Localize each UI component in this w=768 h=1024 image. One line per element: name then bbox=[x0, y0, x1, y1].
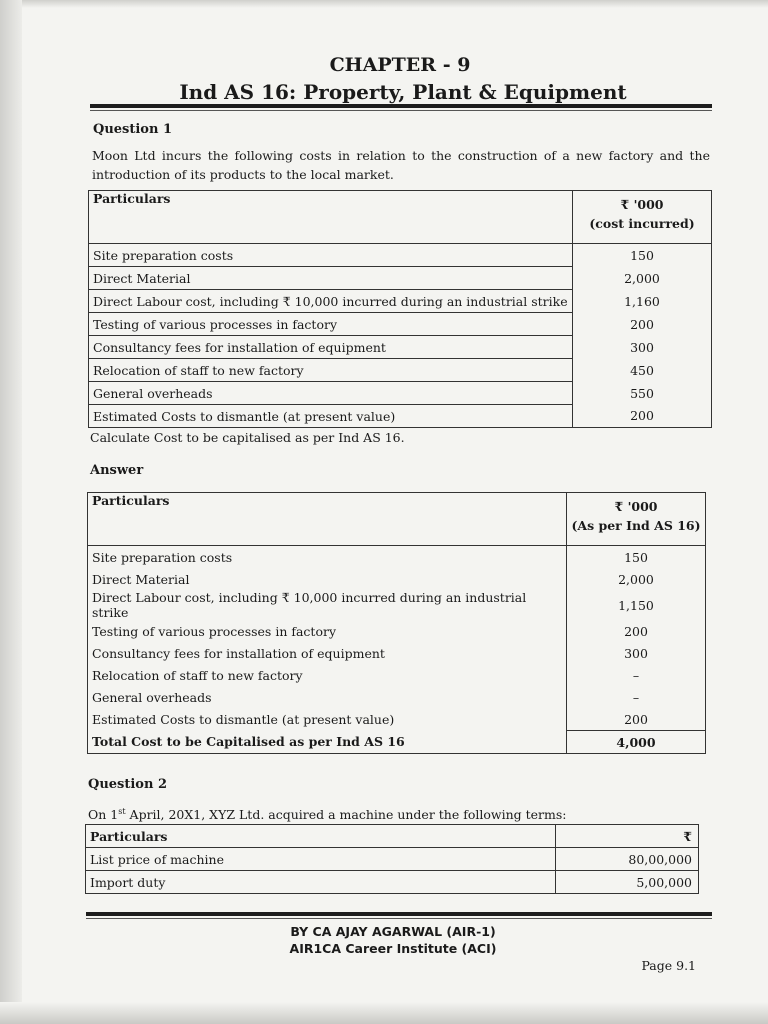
question2-table bbox=[85, 824, 699, 894]
row-label: General overheads bbox=[89, 382, 573, 405]
table-row bbox=[88, 664, 706, 686]
table-row bbox=[86, 848, 699, 871]
row-label: Site preparation costs bbox=[89, 244, 573, 267]
header-rule-thick bbox=[90, 104, 712, 108]
row-value: 300 bbox=[567, 642, 706, 664]
row-value: 5,00,000 bbox=[556, 871, 699, 894]
row-value: 150 bbox=[573, 244, 712, 267]
scan-edge-bottom bbox=[0, 1002, 768, 1024]
answer-table bbox=[87, 492, 706, 754]
table-row bbox=[89, 267, 712, 290]
question2-text-sup: st bbox=[118, 807, 126, 816]
footer-rule-thick bbox=[86, 912, 712, 916]
column-header-particulars: Particulars bbox=[89, 191, 573, 244]
table-header-row bbox=[89, 191, 712, 244]
question1-heading: Question 1 bbox=[93, 122, 173, 137]
question2-text-suffix: April, 20X1, XYZ Ltd. acquired a machine under the following terms: bbox=[125, 807, 567, 823]
chapter-title: Ind AS 16: Property, Plant & Equipment bbox=[179, 80, 627, 104]
table-row bbox=[89, 382, 712, 405]
table-row bbox=[89, 336, 712, 359]
row-label: List price of machine bbox=[86, 848, 556, 871]
row-value: – bbox=[567, 664, 706, 686]
column-header-amount: ₹ bbox=[556, 825, 699, 848]
question2-text-prefix: On 1 bbox=[88, 807, 119, 823]
column-header-unit: ₹ '000 bbox=[620, 197, 664, 212]
row-label: Estimated Costs to dismantle (at present value) bbox=[89, 405, 573, 428]
table-header-row bbox=[88, 493, 706, 546]
footer-rule-thin bbox=[86, 918, 712, 919]
question2-heading: Question 2 bbox=[88, 777, 168, 792]
total-value: 4,000 bbox=[567, 731, 706, 754]
table-row bbox=[89, 290, 712, 313]
table-row bbox=[89, 405, 712, 428]
header-rule-thin bbox=[90, 110, 712, 111]
row-label: Direct Material bbox=[88, 568, 567, 590]
row-value: 1,150 bbox=[567, 590, 706, 620]
table-row bbox=[89, 244, 712, 267]
row-value: 2,000 bbox=[567, 568, 706, 590]
row-value: 200 bbox=[573, 313, 712, 336]
row-value: 80,00,000 bbox=[556, 848, 699, 871]
question1-table bbox=[88, 190, 712, 428]
row-value: 550 bbox=[573, 382, 712, 405]
row-label: General overheads bbox=[88, 686, 567, 708]
table-row bbox=[88, 686, 706, 708]
question1-instruction: Calculate Cost to be capitalised as per Ind AS 16. bbox=[90, 430, 405, 445]
footer-institute: AIR1CA Career Institute (ACI) bbox=[289, 941, 497, 956]
table-row bbox=[88, 708, 706, 731]
row-label: Site preparation costs bbox=[88, 546, 567, 569]
scan-edge-left bbox=[0, 0, 22, 1024]
row-value: 200 bbox=[567, 708, 706, 731]
question2-text bbox=[88, 802, 567, 824]
row-value: 1,160 bbox=[573, 290, 712, 313]
answer-heading: Answer bbox=[90, 463, 144, 478]
row-label: Relocation of staff to new factory bbox=[88, 664, 567, 686]
row-label: Testing of various processes in factory bbox=[88, 620, 567, 642]
chapter-number: CHAPTER - 9 bbox=[329, 54, 471, 76]
row-label: Consultancy fees for installation of equipment bbox=[89, 336, 573, 359]
column-header-particulars: Particulars bbox=[86, 825, 556, 848]
row-value: 200 bbox=[573, 405, 712, 428]
table-row bbox=[88, 590, 706, 620]
row-label: Import duty bbox=[86, 871, 556, 894]
row-label: Direct Material bbox=[89, 267, 573, 290]
row-label: Consultancy fees for installation of equipment bbox=[88, 642, 567, 664]
table-row bbox=[89, 313, 712, 336]
row-value: 300 bbox=[573, 336, 712, 359]
row-value: 150 bbox=[567, 546, 706, 569]
table-row bbox=[88, 642, 706, 664]
table-row bbox=[86, 871, 699, 894]
column-header-note: (cost incurred) bbox=[589, 216, 695, 231]
page-number: Page 9.1 bbox=[641, 958, 696, 973]
table-total-row bbox=[88, 731, 706, 754]
row-value: 2,000 bbox=[573, 267, 712, 290]
row-label: Testing of various processes in factory bbox=[89, 313, 573, 336]
column-header-unit: ₹ '000 bbox=[614, 499, 658, 514]
column-header-amount bbox=[573, 191, 712, 244]
row-label: Estimated Costs to dismantle (at present value) bbox=[88, 708, 567, 731]
row-label: Direct Labour cost, including ₹ 10,000 incurred during an industrial strike bbox=[89, 290, 573, 313]
question1-text: Moon Ltd incurs the following costs in relation to the construction of a new factory and the introduction of its products to the local market. bbox=[92, 148, 710, 182]
row-value: – bbox=[567, 686, 706, 708]
footer-author: BY CA AJAY AGARWAL (AIR-1) bbox=[290, 924, 496, 939]
column-header-amount bbox=[567, 493, 706, 546]
row-value: 450 bbox=[573, 359, 712, 382]
table-row bbox=[88, 620, 706, 642]
table-row bbox=[88, 546, 706, 569]
table-row bbox=[89, 359, 712, 382]
column-header-note: (As per Ind AS 16) bbox=[571, 518, 701, 533]
row-value: 200 bbox=[567, 620, 706, 642]
table-header-row bbox=[86, 825, 699, 848]
table-row bbox=[88, 568, 706, 590]
row-label: Relocation of staff to new factory bbox=[89, 359, 573, 382]
row-label: Direct Labour cost, including ₹ 10,000 incurred during an industrial strike bbox=[88, 590, 567, 620]
scan-edge-top bbox=[0, 0, 768, 8]
column-header-particulars: Particulars bbox=[88, 493, 567, 546]
total-label: Total Cost to be Capitalised as per Ind AS 16 bbox=[88, 731, 567, 754]
